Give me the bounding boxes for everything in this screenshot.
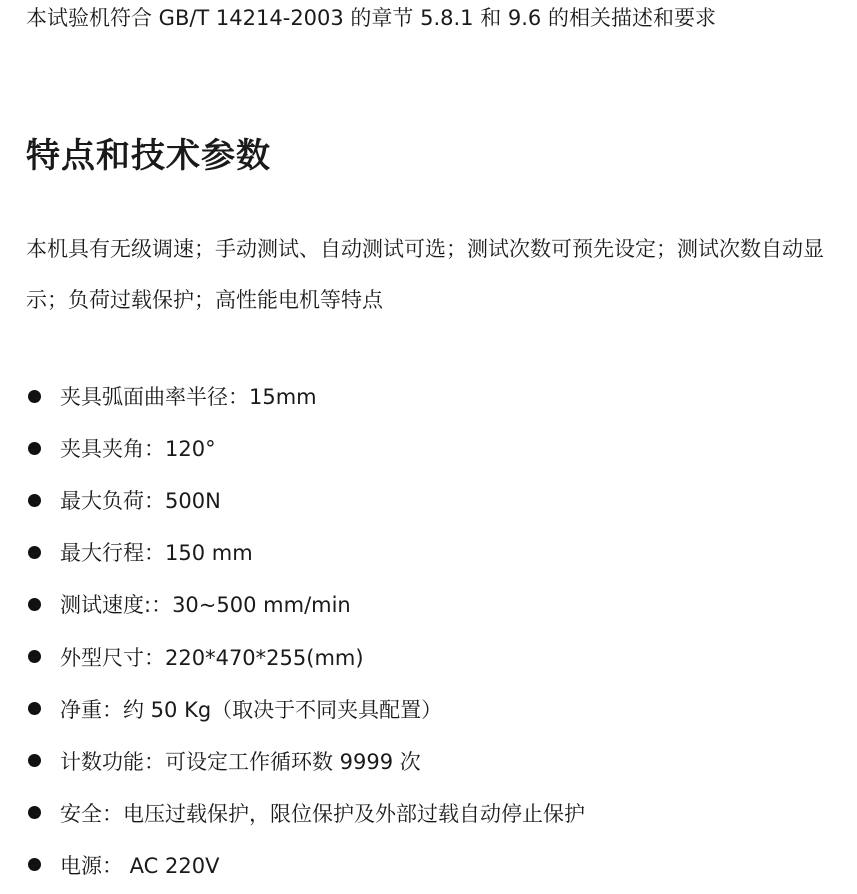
spec-text: 测试速度:：30~500 mm/min [60,593,351,618]
bullet-icon [28,650,41,663]
bullet-icon [28,598,41,611]
spec-item [26,735,585,787]
spec-item [26,683,585,735]
intro-text: 本试验机符合 GB/T 14214-2003 的章节 5.8.1 和 9.6 的相关描述和要求 [26,6,716,30]
feature-description: 本机具有无级调速；手动测试、自动测试可选；测试次数可预先设定；测试次数自动显示；负荷过载保护；高性能电机等特点 [26,237,824,312]
spec-text: 夹具夹角：120° [60,437,216,462]
bullet-icon [28,806,41,819]
spec-item [26,526,585,578]
spec-item [26,839,585,891]
spec-text: 电源： AC 220V [60,853,220,878]
bullet-icon [28,442,41,455]
spec-item [26,630,585,682]
spec-text: 外型尺寸：220*470*255(mm) [60,645,364,670]
spec-item [26,422,585,474]
section-heading: 特点和技术参数 [26,136,271,176]
bullet-icon [28,546,41,559]
spec-text: 夹具弧面曲率半径：15mm [60,385,317,410]
spec-text: 最大行程：150 mm [60,541,253,566]
bullet-icon [28,754,41,767]
spec-item [26,370,585,422]
spec-text: 安全：电压过载保护，限位保护及外部过载自动停止保护 [60,801,585,826]
spec-item [26,578,585,630]
bullet-icon [28,702,41,715]
bullet-icon [28,390,41,403]
spec-text: 计数功能：可设定工作循环数 9999 次 [60,749,421,774]
bullet-icon [28,858,41,871]
spec-text: 净重：约 50 Kg（取决于不同夹具配置） [60,697,443,722]
spec-list [26,370,585,891]
bullet-icon [28,494,41,507]
spec-item [26,787,585,839]
spec-text: 最大负荷：500N [60,489,221,514]
spec-item [26,474,585,526]
